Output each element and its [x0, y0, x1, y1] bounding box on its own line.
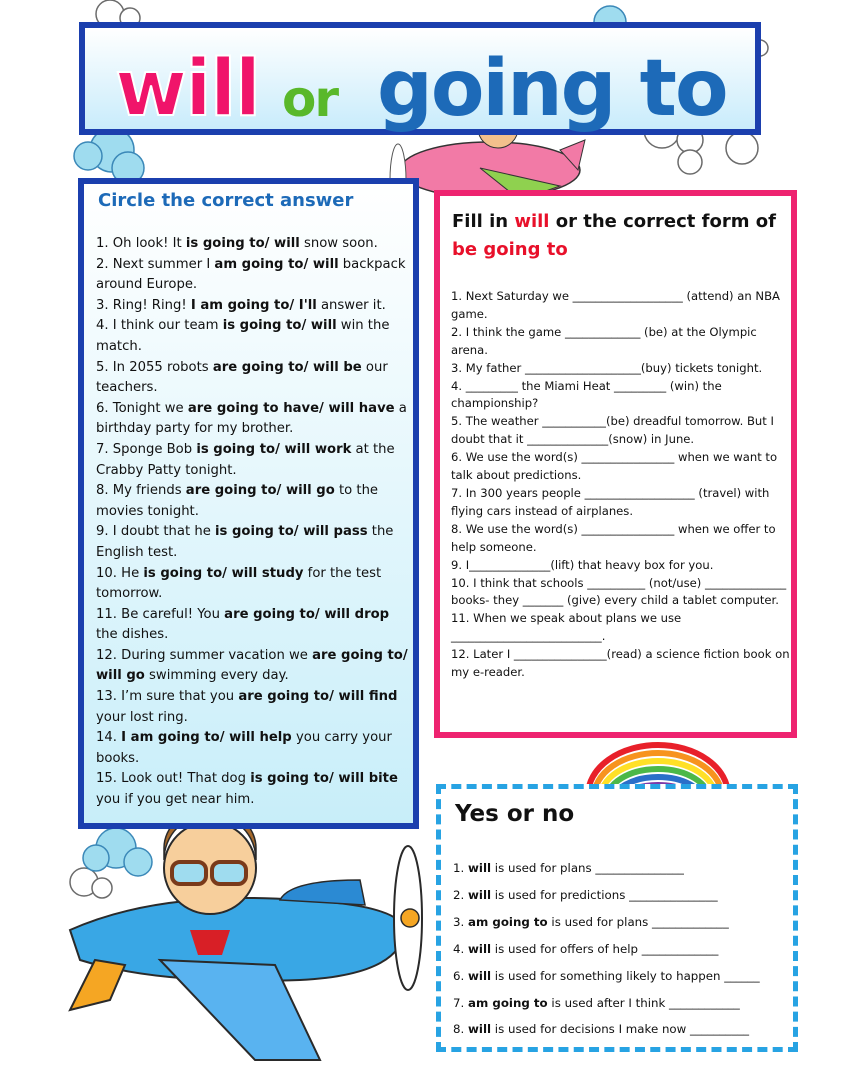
list-item[interactable]: 5. The weather ___________(be) dreadful tomorrow. But I doubt that it ______________(snow) in June. — [451, 414, 774, 447]
answer-choice[interactable]: is going to/ will bite — [250, 771, 398, 787]
answer-choice[interactable]: is going to/ will work — [196, 441, 352, 457]
list-item[interactable]: 8. We use the word(s) ________________ when we offer to help someone. — [451, 521, 776, 554]
answer-choice[interactable]: I am going to/ will help — [121, 730, 292, 746]
list-item: 10. He is going to/ will study for the test tomorrow. — [96, 565, 382, 602]
title-banner — [79, 22, 761, 135]
answer-choice[interactable]: are going to/ will go — [185, 483, 335, 499]
list-item[interactable]: 4. _________ the Miami Heat _________ (win) the championship? — [451, 378, 722, 411]
list-item[interactable]: 3. My father ____________________(buy) tickets tonight. — [451, 360, 763, 375]
list-item[interactable]: 7. In 300 years people ___________________ (travel) with flying cars instead of airplanes. — [451, 485, 770, 518]
answer-choice[interactable]: are going to/ will be — [212, 359, 362, 375]
answer-choice[interactable]: is going to/ will study — [143, 565, 304, 581]
list-item: 6. Tonight we are going to have/ will have a birthday party for my brother. — [96, 400, 407, 437]
list-item: 9. I doubt that he is going to/ will pass the English test. — [96, 524, 394, 560]
answer-choice[interactable]: is going to/ will pass — [215, 524, 368, 540]
list-item: 11. Be careful! You are going to/ will drop the dishes. — [96, 606, 390, 643]
answer-choice[interactable]: I am going to/ I'll — [190, 297, 317, 313]
answer-choice[interactable]: are going to/ will go — [96, 647, 408, 684]
list-item[interactable]: 11. When we speak about plans we use __________________________. — [451, 611, 682, 644]
title-will: will — [115, 44, 260, 134]
list-item[interactable]: 2. I think the game _____________ (be) at the Olympic arena. — [451, 324, 757, 357]
list-item: 15. Look out! That dog is going to/ will bite you if you get near him. — [96, 771, 398, 808]
list-item: 2. Next summer I am going to/ will backpack around Europe. — [96, 256, 406, 293]
yes-or-no-panel — [436, 784, 798, 1052]
cloud-icon — [74, 128, 144, 184]
title-or: or — [282, 70, 338, 128]
fill-in-list — [451, 288, 791, 682]
list-item[interactable]: 7. am going to is used after I think ____________ — [453, 995, 740, 1010]
answer-choice[interactable]: are going to/ will find — [238, 689, 398, 705]
list-item[interactable]: 1. Next Saturday we ___________________ (attend) an NBA game. — [451, 289, 780, 321]
circle-answer-list — [96, 234, 410, 811]
list-item[interactable]: 6. will is used for something likely to happen ______ — [453, 968, 760, 983]
list-item: 12. During summer vacation we are going to/ will go swimming every day. — [96, 647, 408, 684]
list-item[interactable]: 9. I______________(lift) that heavy box for you. — [451, 557, 714, 572]
list-item: 5. In 2055 robots are going to/ will be our teachers. — [96, 359, 388, 396]
list-item[interactable]: 12. Later I ________________(read) a science fiction book on my e-reader. — [451, 647, 790, 680]
list-item[interactable]: 8. will is used for decisions I make now __________ — [453, 1022, 750, 1037]
list-item: 7. Sponge Bob is going to/ will work at the Crabby Patty tonight. — [96, 441, 395, 478]
answer-choice[interactable]: are going to have/ will have — [187, 400, 395, 416]
fill-in-heading: Fill in will or the correct form of be going to — [452, 211, 776, 260]
answer-choice[interactable]: am going to/ will — [214, 256, 339, 272]
answer-choice[interactable]: is going to/ will — [185, 236, 300, 251]
list-item: 14. I am going to/ will help you carry your books. — [96, 730, 392, 766]
list-item[interactable]: 2. will is used for predictions _______________ — [453, 887, 718, 902]
yes-or-no-heading: Yes or no — [455, 801, 575, 827]
yes-or-no-list — [453, 855, 793, 1043]
list-item[interactable]: 6. We use the word(s) ________________ when we want to talk about predictions. — [451, 450, 778, 483]
answer-choice[interactable]: are going to/ will drop — [224, 606, 390, 622]
fill-in-panel — [434, 190, 797, 738]
answer-choice[interactable]: is going to/ will — [222, 318, 337, 334]
circle-answer-heading: Circle the correct answer — [98, 190, 354, 211]
list-item[interactable]: 1. will is used for plans _______________ — [453, 861, 684, 875]
list-item: 3. Ring! Ring! I am going to/ I'll answer it. — [96, 297, 386, 313]
list-item[interactable]: 4. will is used for offers of help _____________ — [453, 941, 719, 956]
title-going-to: going to — [377, 44, 727, 134]
list-item[interactable]: 3. am going to is used for plans _____________ — [453, 914, 729, 929]
list-item: 1. Oh look! It is going to/ will snow soon. — [96, 236, 378, 251]
circle-answer-panel — [78, 178, 419, 829]
list-item[interactable]: 10. I think that schools __________ (not/use) ______________ books- they _______ (give) every child a tablet computer. — [451, 575, 787, 608]
list-item: 13. I’m sure that you are going to/ will find your lost ring. — [96, 689, 398, 725]
list-item: 8. My friends are going to/ will go to the movies tonight. — [96, 483, 379, 519]
list-item: 4. I think our team is going to/ will win the match. — [96, 318, 390, 354]
